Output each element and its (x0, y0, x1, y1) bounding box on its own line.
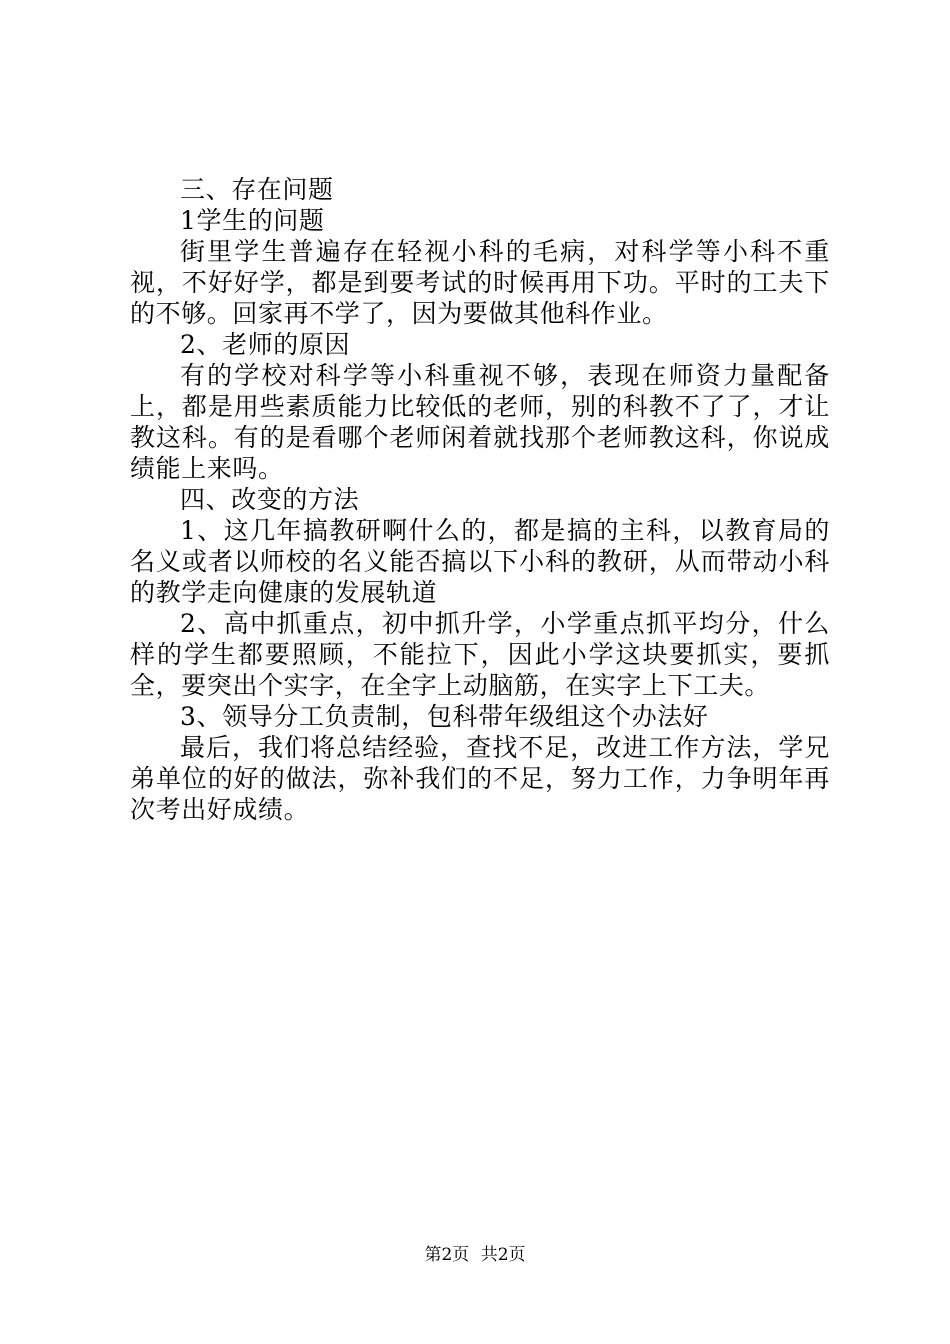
page-number-current: 第2页 (424, 1245, 470, 1265)
page-footer (0, 1244, 950, 1266)
paragraph-teacher-reasons: 有的学校对科学等小科重视不够，表现在师资力量配备上，都是用些素质能力比较低的老师，别的科教不了了，才让教这科。有的是看哪个老师闲着就找那个老师教这科，你说成绩能上来吗。 (130, 361, 830, 483)
page-number-total: 共2页 (480, 1245, 526, 1265)
paragraph-conclusion: 最后，我们将总结经验，查找不足，改进工作方法，学兄弟单位的好的做法，弥补我们的不足，努力工作，力争明年再次考出好成绩。 (130, 733, 830, 824)
paragraph-method-3: 3、领导分工负责制，包科带年级组这个办法好 (180, 702, 709, 731)
subheading-student-issues: 1学生的问题 (180, 206, 325, 235)
subheading-teacher-reasons: 2、老师的原因 (180, 330, 351, 359)
paragraph-method-2: 2、高中抓重点，初中抓升学，小学重点抓平均分，什么样的学生都要照顾，不能拉下，因此小学这块要抓实，要抓全，要突出个实字，在全字上动脑筋，在实字上下工夫。 (130, 609, 830, 700)
section-heading-problems: 三、存在问题 (180, 175, 334, 204)
paragraph-method-1: 1、这几年搞教研啊什么的，都是搞的主科，以教育局的名义或者以师校的名义能否搞以下小科的教研，从而带动小科的教学走向健康的发展轨道 (130, 516, 830, 607)
document-body (130, 174, 830, 825)
section-heading-methods: 四、改变的方法 (180, 485, 360, 514)
paragraph-student-issues: 街里学生普遍存在轻视小科的毛病，对科学等小科不重视，不好好学，都是到要考试的时候再用下功。平时的工夫下的不够。回家再不学了，因为要做其他科作业。 (130, 237, 830, 328)
